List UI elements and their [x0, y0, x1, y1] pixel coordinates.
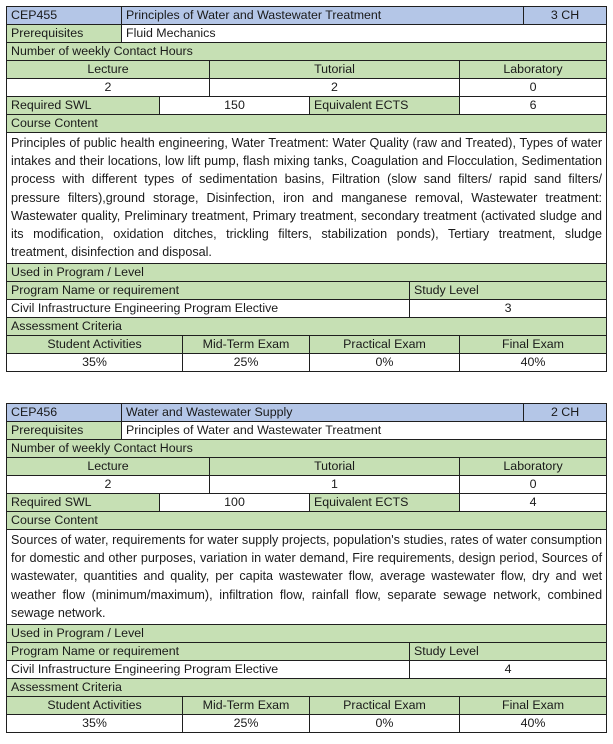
laboratory-hours: 0 — [460, 79, 607, 97]
course-code: CEP455 — [7, 7, 122, 25]
swl-ects-row — [7, 97, 607, 115]
contact-hours-label-row — [7, 43, 607, 61]
swl-ects-row — [7, 494, 607, 512]
final-exam-header: Final Exam — [460, 336, 607, 354]
study-level-header: Study Level — [410, 643, 607, 661]
final-exam-header: Final Exam — [460, 697, 607, 715]
ects-value: 4 — [460, 494, 607, 512]
study-level-header: Study Level — [410, 282, 607, 300]
practical-exam-weight: 0% — [310, 354, 460, 372]
mid-term-exam-header: Mid-Term Exam — [183, 697, 310, 715]
tutorial-hours: 1 — [210, 476, 460, 494]
course-content-label: Course Content — [7, 512, 607, 530]
tutorial-header: Tutorial — [210, 61, 460, 79]
swl-label: Required SWL — [7, 494, 160, 512]
laboratory-header: Laboratory — [460, 458, 607, 476]
ects-value: 6 — [460, 97, 607, 115]
assessment-criteria-label: Assessment Criteria — [7, 318, 607, 336]
lecture-header: Lecture — [7, 458, 210, 476]
credit-hours: 3 CH — [524, 7, 607, 25]
student-activities-header: Student Activities — [7, 697, 183, 715]
student-activities-header: Student Activities — [7, 336, 183, 354]
mid-term-exam-header: Mid-Term Exam — [183, 336, 310, 354]
tutorial-header: Tutorial — [210, 458, 460, 476]
contact-hours-header-row — [7, 61, 607, 79]
assessment-label-row — [7, 318, 607, 336]
program-name-header: Program Name or requirement — [7, 643, 410, 661]
program-name-header: Program Name or requirement — [7, 282, 410, 300]
course-table-cep455 — [6, 6, 607, 372]
assessment-criteria-label: Assessment Criteria — [7, 679, 607, 697]
program-level-label: Used in Program / Level — [7, 625, 607, 643]
contact-hours-label: Number of weekly Contact Hours — [7, 440, 607, 458]
contact-hours-value-row — [7, 79, 607, 97]
program-header-row — [7, 643, 607, 661]
contact-hours-header-row — [7, 458, 607, 476]
assessment-value-row — [7, 354, 607, 372]
swl-value: 100 — [160, 494, 310, 512]
program-header-row — [7, 282, 607, 300]
program-name: Civil Infrastructure Engineering Program Elective — [7, 300, 410, 318]
prerequisites-label: Prerequisites — [7, 25, 122, 43]
course-header-row — [7, 7, 607, 25]
final-exam-weight: 40% — [460, 715, 607, 733]
swl-value: 150 — [160, 97, 310, 115]
course-content-row — [7, 133, 607, 264]
course-header-row — [7, 404, 607, 422]
final-exam-weight: 40% — [460, 354, 607, 372]
program-level-label: Used in Program / Level — [7, 264, 607, 282]
laboratory-header: Laboratory — [460, 61, 607, 79]
study-level: 4 — [410, 661, 607, 679]
assessment-header-row — [7, 336, 607, 354]
prerequisites-row — [7, 422, 607, 440]
prerequisites-value: Fluid Mechanics — [122, 25, 607, 43]
assessment-value-row — [7, 715, 607, 733]
course-content-text: Principles of public health engineering, Water Treatment: Water Quality (raw and Treated), Types of water intakes and their locations, low lift pump, flash mixing tanks, Coagulation and Flocculation, Sedimentation process with different types of sedimentation basins, Filtration (slow sand filters/ rapid sand filters/ pressure filters),ground storage, Disinfection, iron and manganese removal, Wastewater treatment: Wastewater quality, Preliminary treatment, Primary treatment, secondary treatment (activated sludge and its modification, oxidation ditches, trickling filters, stabilization ponds), Tertiary treatment, sludge treatment, disinfection and disposal. — [7, 133, 607, 264]
mid-term-exam-weight: 25% — [183, 715, 310, 733]
assessment-header-row — [7, 697, 607, 715]
course-table-cep456 — [6, 403, 607, 733]
course-content-text: Sources of water, requirements for water supply projects, population's studies, rates of water consumption for domestic and other purposes, variation in water demand, Fire requirements, design period, Sources of wastewater, quantities and quality, per capita wastewater flow, average wastewater flow, dry and wet weather flow (minimum/maximum), infiltration flow, rainfall flow, separate sewage network, combined sewage network. — [7, 530, 607, 625]
student-activities-weight: 35% — [7, 354, 183, 372]
practical-exam-weight: 0% — [310, 715, 460, 733]
assessment-label-row — [7, 679, 607, 697]
mid-term-exam-weight: 25% — [183, 354, 310, 372]
prerequisites-label: Prerequisites — [7, 422, 122, 440]
course-title: Principles of Water and Wastewater Treatment — [122, 7, 524, 25]
ects-label: Equivalent ECTS — [310, 97, 460, 115]
course-content-row — [7, 530, 607, 625]
student-activities-weight: 35% — [7, 715, 183, 733]
lecture-hours: 2 — [7, 476, 210, 494]
tutorial-hours: 2 — [210, 79, 460, 97]
prerequisites-value: Principles of Water and Wastewater Treatment — [122, 422, 607, 440]
program-value-row — [7, 661, 607, 679]
credit-hours: 2 CH — [524, 404, 607, 422]
lecture-header: Lecture — [7, 61, 210, 79]
course-content-label: Course Content — [7, 115, 607, 133]
practical-exam-header: Practical Exam — [310, 697, 460, 715]
study-level: 3 — [410, 300, 607, 318]
lecture-hours: 2 — [7, 79, 210, 97]
prerequisites-row — [7, 25, 607, 43]
course-code: CEP456 — [7, 404, 122, 422]
course-title: Water and Wastewater Supply — [122, 404, 524, 422]
contact-hours-label: Number of weekly Contact Hours — [7, 43, 607, 61]
program-label-row — [7, 625, 607, 643]
practical-exam-header: Practical Exam — [310, 336, 460, 354]
contact-hours-value-row — [7, 476, 607, 494]
contact-hours-label-row — [7, 440, 607, 458]
program-label-row — [7, 264, 607, 282]
swl-label: Required SWL — [7, 97, 160, 115]
course-content-label-row — [7, 115, 607, 133]
program-value-row — [7, 300, 607, 318]
course-content-label-row — [7, 512, 607, 530]
program-name: Civil Infrastructure Engineering Program Elective — [7, 661, 410, 679]
laboratory-hours: 0 — [460, 476, 607, 494]
ects-label: Equivalent ECTS — [310, 494, 460, 512]
